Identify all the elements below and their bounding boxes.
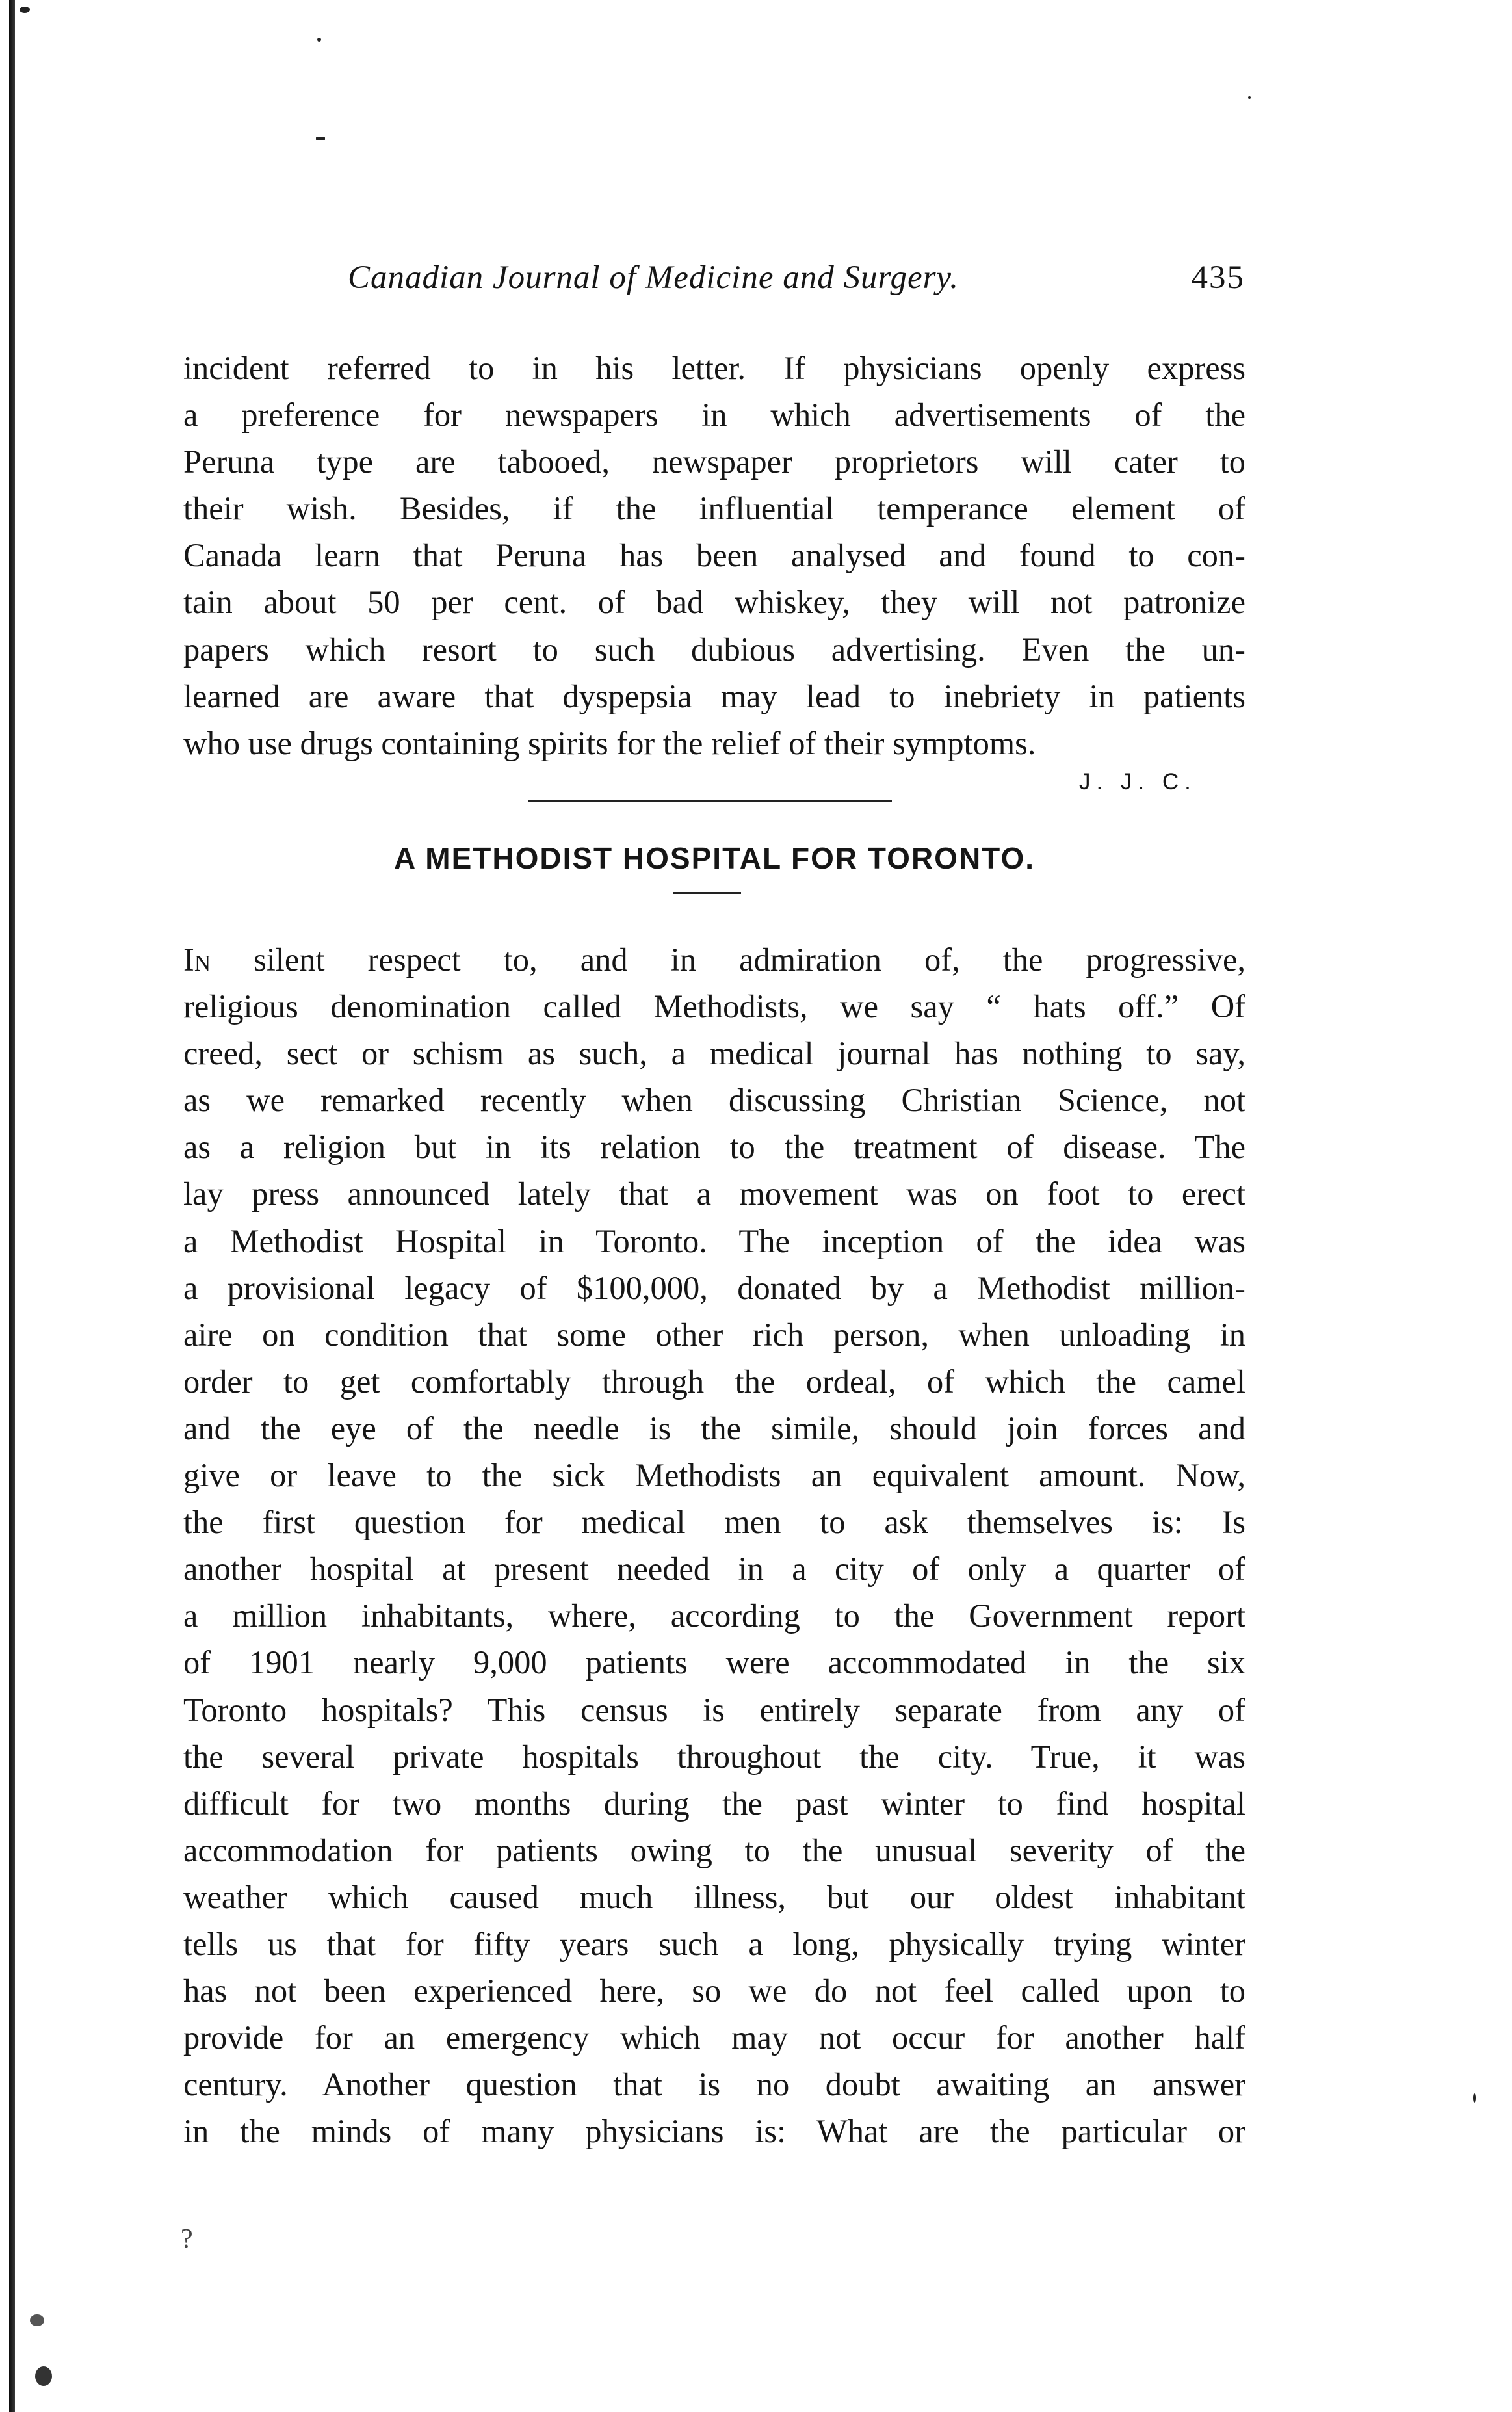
text-line: century. Another question that is no doubt awaiting an answer	[183, 2066, 1245, 2103]
text-line: incident referred to in his letter. If physicians openly express	[183, 350, 1245, 386]
text-line: of 1901 nearly 9,000 patients were accommodated in the six	[183, 1644, 1245, 1681]
text-line: a million inhabitants, where, according to the Government report	[183, 1597, 1245, 1634]
continuation-paragraph	[183, 345, 1245, 767]
text-line: learned are aware that dyspepsia may lead to inebriety in patients	[183, 677, 1245, 714]
scan-speck	[1473, 2093, 1476, 2103]
text-line: a provisional legacy of $100,000, donated by a Methodist million-	[183, 1269, 1245, 1306]
text-line: weather which caused much illness, but our oldest inhabitant	[183, 1878, 1245, 1915]
article-title: A METHODIST HOSPITAL FOR TORONTO.	[393, 841, 1036, 875]
text-line: religious denomination called Methodists, we say “ hats off.” Of	[183, 988, 1245, 1025]
text-line: provide for an emergency which may not occur for another half	[183, 2019, 1245, 2056]
text-line: as we remarked recently when discussing Christian Science, not	[183, 1082, 1245, 1119]
text-line: has not been experienced here, so we do not feel called upon to	[183, 1973, 1245, 2010]
section-rule	[528, 800, 892, 802]
scan-speck	[317, 38, 321, 42]
text-line: as a religion but in its relation to the treatment of disease. The	[183, 1129, 1245, 1166]
text-line: their wish. Besides, if the influential temperance element of	[183, 490, 1245, 527]
text-line: difficult for two months during the past winter to find hospital	[183, 1785, 1245, 1822]
scan-speck	[35, 2366, 52, 2386]
text-line: tain about 50 per cent. of bad whiskey, they will not patronize	[183, 584, 1245, 621]
text-line: the several private hospitals throughout the city. True, it was	[183, 1738, 1245, 1775]
article-paragraph	[183, 936, 1245, 2155]
first-line-text: silent respect to, and in admiration of, the progressive,	[211, 941, 1245, 978]
text-line: tells us that for fifty years such a long, physically trying winter	[183, 1925, 1245, 1962]
author-signature: J. J. C.	[1079, 769, 1197, 794]
page-header	[348, 259, 1245, 304]
text-line: who use drugs containing spirits for the relief of their symptoms.	[183, 724, 1036, 761]
scan-speck	[20, 7, 30, 13]
running-head: Canadian Journal of Medicine and Surgery.	[348, 259, 959, 296]
text-line: aire on condition that some other rich person, when unloading in	[183, 1316, 1245, 1353]
text-line	[183, 936, 1245, 983]
text-line: Toronto hospitals? This census is entirely separate from any of	[183, 1691, 1245, 1728]
text-line: in the minds of many physicians is: What are the particular or	[183, 2113, 1245, 2150]
text-line: a Methodist Hospital in Toronto. The inception of the idea was	[183, 1222, 1245, 1259]
text-line: Peruna type are tabooed, newspaper proprietors will cater to	[183, 443, 1245, 480]
text-line: Canada learn that Peruna has been analysed and found to con-	[183, 537, 1245, 574]
scan-edge	[9, 0, 15, 2412]
scan-speck	[30, 2314, 44, 2326]
lead-word: In	[183, 941, 211, 978]
text-line: a preference for newspapers in which advertisements of the	[183, 397, 1245, 434]
text-line: and the eye of the needle is the simile, should join forces and	[183, 1409, 1245, 1447]
text-line: order to get comfortably through the ordeal, of which the camel	[183, 1363, 1245, 1400]
footer-mark: ?	[181, 2224, 193, 2254]
text-line: another hospital at present needed in a city of only a quarter of	[183, 1551, 1245, 1588]
text-line: lay press announced lately that a movement was on foot to erect	[183, 1175, 1245, 1213]
text-line: give or leave to the sick Methodists an equivalent amount. Now,	[183, 1457, 1245, 1494]
title-rule	[673, 892, 741, 894]
text-line: the first question for medical men to ask themselves is: Is	[183, 1504, 1245, 1541]
text-line: creed, sect or schism as such, a medical journal has nothing to say,	[183, 1035, 1245, 1072]
text-line: papers which resort to such dubious advertising. Even the un-	[183, 631, 1245, 668]
scan-speck	[1248, 96, 1251, 99]
page-number: 435	[1191, 259, 1245, 296]
text-line: accommodation for patients owing to the unusual severity of the	[183, 1831, 1245, 1868]
scan-speck	[316, 137, 325, 140]
